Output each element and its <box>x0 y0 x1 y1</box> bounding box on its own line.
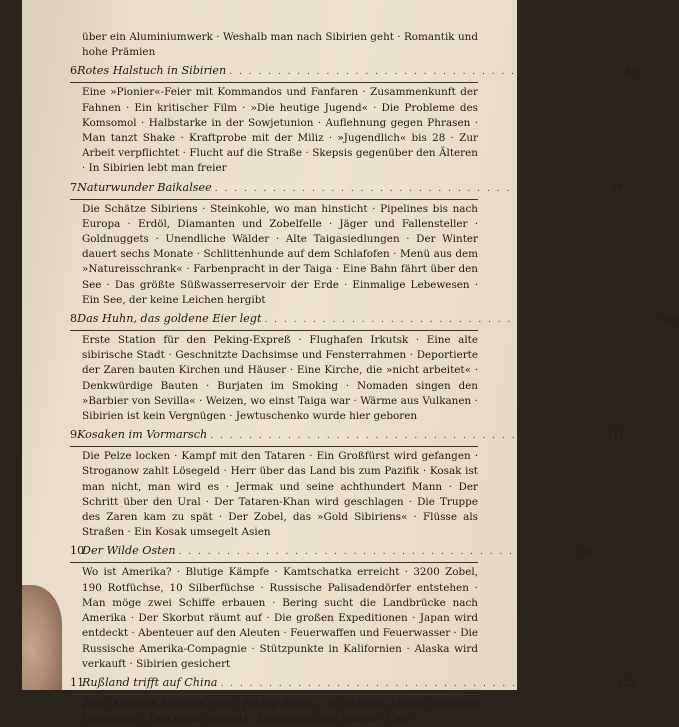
chapter-description: Zwei Kosaken brechen nach Peking durch · In Moskau konnte niemand Chinesisch · Den Amur abwärts · Durchstoß zum Pazifik · Cha- <box>82 697 478 726</box>
chapter-heading <box>70 311 679 331</box>
chapter-title: Rußland trifft auf China <box>82 675 218 689</box>
dot-leader: . . . . . . . . . . . . . . . . . . . . . . . . . . . . . . . . . . . . . . . . . <box>264 315 659 326</box>
chapter-description: Die Pelze locken · Kampf mit den Tataren · Ein Großfürst wird gefangen · Stroganow zahlt Lösegeld · Herr über das Land bis zum Pazifik · Kosak ist man nicht, man wird es · Jermak und seine achthundert Mann · Der Schritt über den Ural · Der Tataren-Khan wird geschlagen · Die Truppe des Zaren kam zu spät · Der Zobel, das »Gold Sibiriens« · Flüsse als Straßen · Ein Kosak umsegelt Asien <box>82 450 478 539</box>
chapter-title: Das Huhn, das goldene Eier legt <box>77 312 262 326</box>
chapter-description: Wo ist Amerika? · Blutige Kämpfe · Kamtschatka erreicht · 3200 Zobel, 190 Rotfüchse, 10 Silberfüchse · Russische Palisadendörfer entstehen · Man möge zwei Schiffe erbauen · Bering sucht die Landbrücke nach Amerika · Der Skorbut räumt auf · Die großen Expeditionen · Japan wird entdeckt · Abenteuer auf den Aleuten · Feuerwaffen und Feuerwasser · Die Russische Amerika-Compagnie · Stützpunkte in Kalifornien · Alaska wird verkauft · Sibirien gesichert <box>82 566 478 670</box>
chapter-number: 10 <box>70 544 85 558</box>
chapter-number: 8 <box>70 312 78 326</box>
chapter-title: Naturwunder Baikalsee <box>77 180 212 194</box>
chapter-page-number: 111 <box>606 431 626 442</box>
table-of-contents <box>70 30 679 727</box>
dot-leader: . . . . . . . . . . . . . . . . . . . . . . . . . . . . . . . . . . . . . . . . . <box>210 431 604 442</box>
chapter-number: 9 <box>70 428 78 442</box>
chapter-entry <box>70 63 639 176</box>
chapter-entry <box>70 427 626 540</box>
thumb <box>22 585 62 690</box>
chapter-description: Die Schätze Sibiriens · Steinkohle, wo man hinsticht · Pipelines bis nach Europa · Erdöl, Diamanten und Zobelfelle · Jäger und Fallensteller · Goldnuggets · Unendliche Wälder · Alte Taigasiedlungen · Der Winter dauert sechs Monate · Schlittenhunde auf dem Schlafofen · Menü aus dem »Natureisschrank« · Farbenpracht in der Taiga · Eine Bahn fährt über den See · Das größte Süßwasserreservoir der Erde · Einmalige Lebewesen · Ein See, der keine Leichen hergibt <box>82 202 478 306</box>
chapter-page-number: 87 <box>611 183 624 194</box>
chapter-title: Rotes Halstuch in Sibirien <box>77 64 227 78</box>
dot-leader: . . . . . . . . . . . . . . . . . . . . . . . . . . . . . . . . . . . . . . . . . <box>220 678 615 689</box>
chapter-entry <box>70 311 679 424</box>
chapter-heading <box>70 543 594 563</box>
dot-leader: . . . . . . . . . . . . . . . . . . . . . . . . . . . . . . . . . . . . . . . . . <box>178 547 573 558</box>
chapter-page-number: 132 <box>617 678 636 689</box>
chapter-description: Erste Station für den Peking-Expreß · Flughafen Irkutsk · Eine alte sibirische Stadt · Geschnitzte Dachsimse und Fensterrahmen · Deportierte der Zaren bauten Kirchen und Häuser · Eine Kirche, die »nicht arbeitet« · Denkwürdige Bauten · Burjaten im Smoking · Nomaden singen den »Barbier von Sevilla« · Weizen, wo einst Taiga war · Wärme aus Vulkanen · Sibirien ist kein Vergnügen · Jewtuschenko wurde hier geboren <box>82 334 478 423</box>
chapter-title: Kosaken im Vormarsch <box>77 428 208 442</box>
chapter-number: 6 <box>70 64 78 78</box>
chapter-page-number: 80 <box>625 67 639 78</box>
chapter-entry <box>70 675 636 727</box>
chapter-entry <box>70 543 594 671</box>
chapter-title: Der Wilde Osten <box>82 544 176 558</box>
chapter-heading <box>70 180 624 200</box>
chapter-page-number: 119 <box>575 547 594 558</box>
dot-leader: . . . . . . . . . . . . . . . . . . . . . . . . . . . . . . . . . . . . . . . . . <box>229 67 623 78</box>
chapter-number: 7 <box>70 180 78 194</box>
chapter-heading <box>70 675 636 695</box>
book-page <box>22 0 679 726</box>
dot-leader: . . . . . . . . . . . . . . . . . . . . . . . . . . . . . . . . . . . . . . . . . <box>214 183 609 194</box>
chapter-heading <box>70 63 639 83</box>
chapter-heading <box>70 427 626 447</box>
chapter-page-number: 100 <box>661 315 679 326</box>
chapter-number: 11 <box>70 675 85 689</box>
intro-description: über ein Aluminiumwerk · Weshalb man nach Sibirien geht · Romantik und hohe Prämien <box>82 31 478 59</box>
chapter-entry <box>70 180 624 308</box>
chapter-description: Eine »Pionier«-Feier mit Kommandos und Fanfaren · Zusammenkunft der Fahnen · Ein kritischer Film · »Die heutige Jugend« · Die Probleme des Komsomol · Halbstarke in der Sowjetunion · Auflehnung gegen Phrasen · Man tanzt Shake · Kraftprobe mit der Miliz · »Jugendlich« bis 28 · Zur Arbeit verpflichtet · Flucht auf die Straße · Skepsis gegenüber den Älteren · In Sibirien lebt man freier <box>82 86 478 175</box>
